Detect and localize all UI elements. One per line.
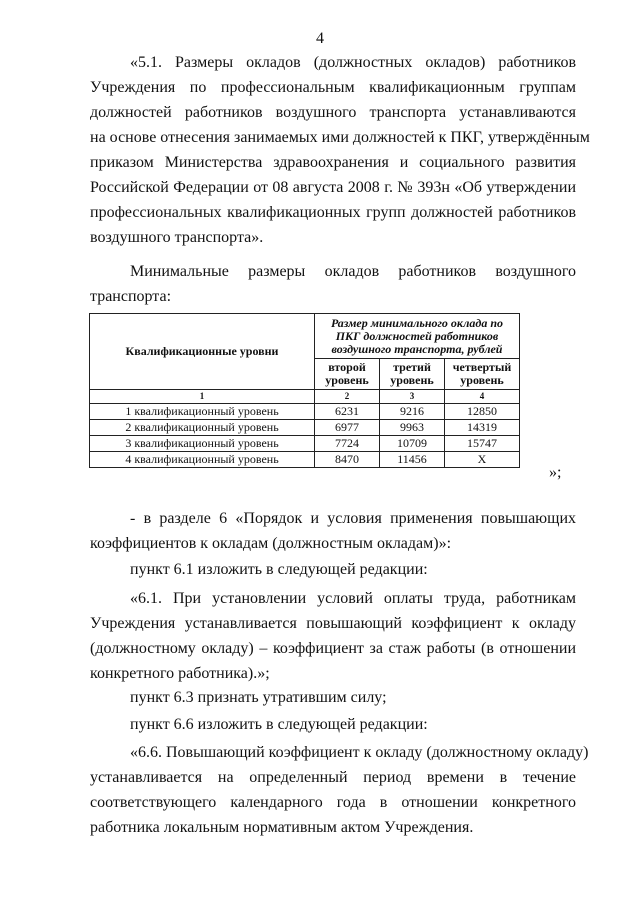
text-line: устанавливается на определенный период времени в течение <box>90 769 576 786</box>
column-header-second-level: второй уровень <box>315 359 380 390</box>
column-header-third-level: третий уровень <box>380 359 445 390</box>
level-cell: 1 квалификационный уровень <box>90 404 315 420</box>
text-line: профессиональных квалификационных групп должностей работников <box>90 204 576 221</box>
value-cell: 7724 <box>315 436 380 452</box>
index-cell: 4 <box>445 390 520 404</box>
text-line: приказом Министерства здравоохранения и социального развития <box>90 154 576 171</box>
text-line: воздушного транспорта». <box>90 229 264 246</box>
paragraph-point-6-3 <box>90 685 576 710</box>
paragraph-5-1 <box>90 50 590 250</box>
paragraph-min-salaries <box>90 259 576 309</box>
paragraph-point-6-6 <box>90 712 576 737</box>
text-line: транспорта: <box>90 288 172 305</box>
text-line: Минимальные размеры окладов работников воздушного <box>130 263 576 280</box>
text-line: на основе отнесения занимаемых ими должностей к ПКГ, утверждённым <box>90 129 590 146</box>
paragraph-6-1-text <box>90 586 576 686</box>
table-row <box>90 404 520 420</box>
text-line: Учреждения по профессиональным квалификационным группам <box>90 79 576 96</box>
table-index-row <box>90 390 520 404</box>
text-line: Российской Федерации от 08 августа 2008 г. № 393н «Об утверждении <box>90 179 576 196</box>
index-cell: 2 <box>315 390 380 404</box>
index-cell: 3 <box>380 390 445 404</box>
table-row <box>90 420 520 436</box>
text-line: пункт 6.1 изложить в следующей редакции: <box>130 561 428 578</box>
value-cell: 8470 <box>315 452 380 468</box>
value-cell: 9216 <box>380 404 445 420</box>
salary-table-container <box>89 313 520 468</box>
level-cell: 4 квалификационный уровень <box>90 452 315 468</box>
table-row <box>90 436 520 452</box>
text-line: работника локальным нормативным актом Учреждения. <box>90 819 474 836</box>
value-cell: Х <box>445 452 520 468</box>
table-row <box>90 452 520 468</box>
value-cell: 9963 <box>380 420 445 436</box>
text-line: (должностному окладу) – коэффициент за стаж работы (в отношении <box>90 640 576 657</box>
column-header-fourth-level: четвертый уровень <box>445 359 520 390</box>
text-line: должностей работников воздушного транспорта устанавливаются <box>90 104 576 121</box>
value-cell: 6977 <box>315 420 380 436</box>
page-number: 4 <box>316 30 324 47</box>
text-line: Учреждения устанавливается повышающий коэффициент к окладу <box>90 615 576 632</box>
column-header-salary-size: Размер минимального оклада по ПКГ должностей работников воздушного транспорта, рублей <box>315 314 520 359</box>
text-line: конкретного работника).»; <box>90 665 270 682</box>
text-line: «5.1. Размеры окладов (должностных окладов) работников <box>130 54 576 71</box>
text-line: «6.1. При установлении условий оплаты труда, работникам <box>130 590 576 607</box>
text-line: «6.6. Повышающий коэффициент к окладу (должностному окладу) <box>130 744 589 761</box>
table-closing-quote: »; <box>549 464 562 481</box>
salary-table <box>89 313 520 468</box>
text-line: коэффициентов к окладам (должностным окладам)»: <box>90 535 452 552</box>
text-line: пункт 6.6 изложить в следующей редакции: <box>130 716 428 733</box>
text-line: - в разделе 6 «Порядок и условия применения повышающих <box>130 510 576 527</box>
paragraph-6-6-text <box>90 740 589 840</box>
text-line: пункт 6.3 признать утратившим силу; <box>130 689 387 706</box>
value-cell: 6231 <box>315 404 380 420</box>
value-cell: 11456 <box>380 452 445 468</box>
paragraph-section-6 <box>90 506 576 556</box>
level-cell: 3 квалификационный уровень <box>90 436 315 452</box>
value-cell: 10709 <box>380 436 445 452</box>
value-cell: 15747 <box>445 436 520 452</box>
column-header-levels: Квалификационные уровни <box>90 314 315 390</box>
value-cell: 12850 <box>445 404 520 420</box>
index-cell: 1 <box>90 390 315 404</box>
level-cell: 2 квалификационный уровень <box>90 420 315 436</box>
paragraph-point-6-1 <box>90 557 576 582</box>
value-cell: 14319 <box>445 420 520 436</box>
text-line: соответствующего календарного года в отношении конкретного <box>90 794 576 811</box>
